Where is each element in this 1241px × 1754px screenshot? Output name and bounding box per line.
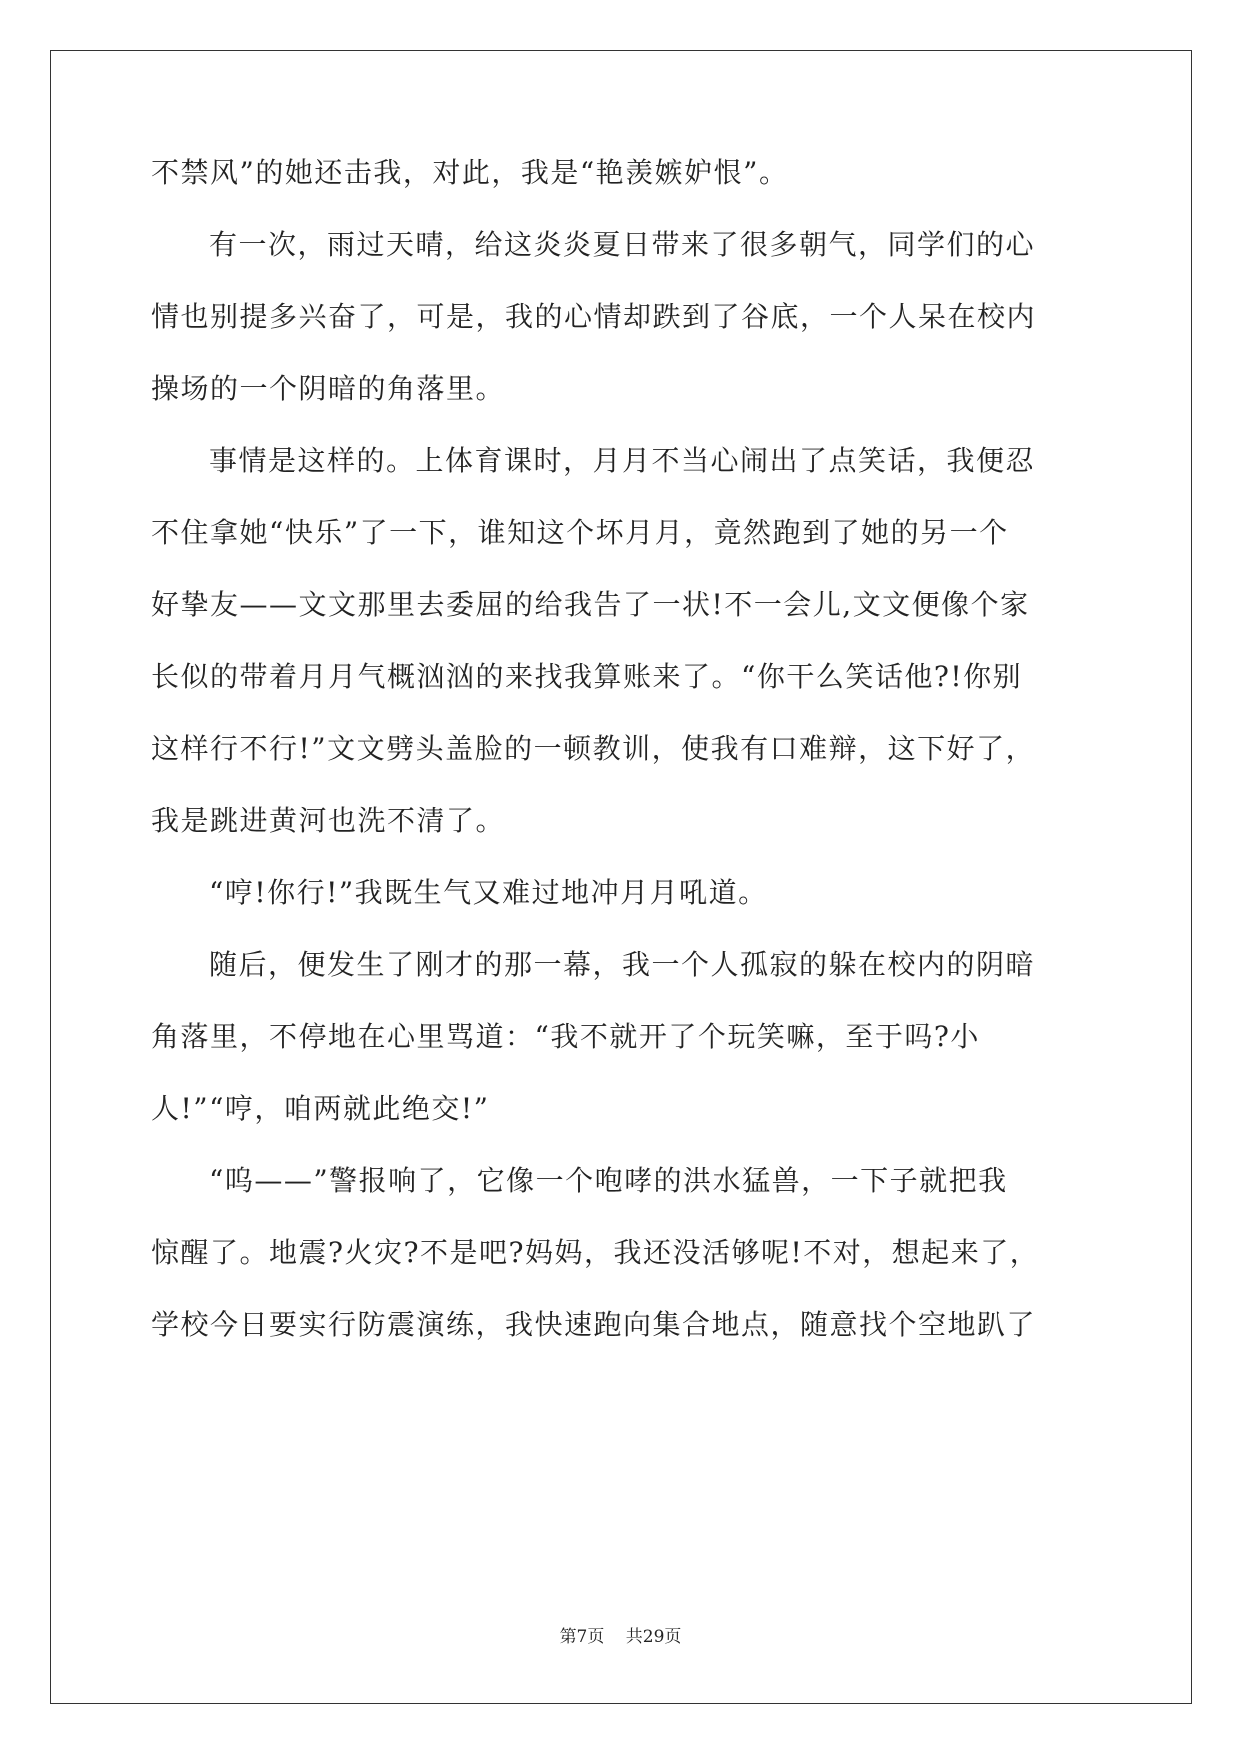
paragraph-start: 有一次，雨过天晴，给这炎炎夏日带来了很多朝气，同学们的心 [209, 228, 1036, 261]
page-footer [0, 1622, 1241, 1647]
text-line: 角落里，不停地在心里骂道：“我不就开了个玩笑嘛，至于吗?小 [151, 1020, 980, 1053]
page-number: 第7页 [559, 1627, 605, 1647]
paragraph-start: 随后，便发生了刚才的那一幕，我一个人孤寂的躲在校内的阴暗 [209, 948, 1036, 981]
paragraph-start: “哼!你行!”我既生气又难过地冲月月吼道。 [209, 876, 768, 909]
total-pages: 共29页 [625, 1627, 682, 1647]
text-line: 我是跳进黄河也洗不清了。 [151, 804, 506, 837]
text-line: 不禁风”的她还击我，对此，我是“艳羡嫉妒恨”。 [151, 156, 789, 189]
text-line: 学校今日要实行防震演练，我快速跑向集合地点，随意找个空地趴了 [151, 1308, 1037, 1341]
text-line: 情也别提多兴奋了，可是，我的心情却跌到了谷底，一个人呆在校内 [151, 300, 1037, 333]
text-line: 人!”“哼，咱两就此绝交!” [151, 1092, 490, 1125]
text-line: 这样行不行!”文文劈头盖脸的一顿教训，使我有口难辩，这下好了， [151, 732, 1036, 765]
text-line: 好挚友——文文那里去委屈的给我告了一状!不一会儿,文文便像个家 [151, 588, 1030, 621]
text-line: 不住拿她“快乐”了一下，谁知这个坏月月，竟然跑到了她的另一个 [151, 516, 1009, 549]
text-line: 惊醒了。地震?火灾?不是吧?妈妈，我还没活够呢!不对，想起来了， [151, 1236, 1040, 1269]
text-line: 长似的带着月月气概汹汹的来找我算账来了。“你干么笑话他?!你别 [151, 660, 1023, 693]
paragraph-start: 事情是这样的。上体育课时，月月不当心闹出了点笑话，我便忍 [209, 444, 1036, 477]
text-line: 操场的一个阴暗的角落里。 [151, 372, 506, 405]
paragraph-start: “呜——”警报响了，它像一个咆哮的洪水猛兽，一下子就把我 [209, 1164, 1008, 1197]
